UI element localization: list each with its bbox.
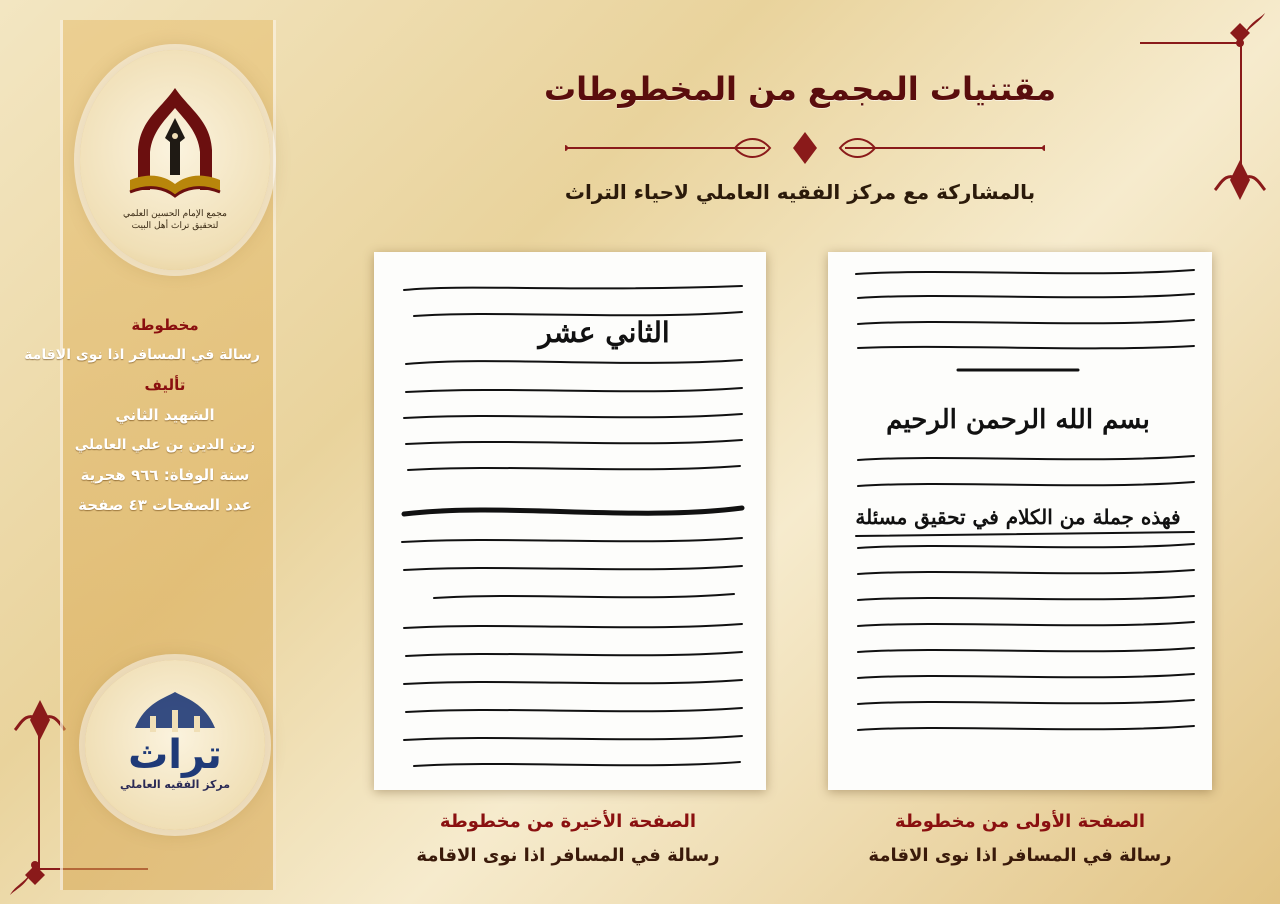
last-page-caption	[378, 805, 758, 873]
manuscript-info	[24, 310, 260, 520]
turath-word: تراث	[128, 732, 222, 778]
corner-ornament-top-right-icon	[1200, 8, 1270, 78]
first-page-basmala: بسم الله الرحمن الرحيم	[886, 405, 1150, 435]
last-page-caption-line2: رسالة في المسافر اذا نوى الاقامة	[416, 845, 720, 866]
first-page-caption-line2: رسالة في المسافر اذا نوى الاقامة	[868, 845, 1172, 866]
corner-ornament-right-icon	[1210, 150, 1280, 220]
first-page-caption	[830, 805, 1210, 873]
label-manuscript: مخطوطة	[131, 316, 199, 334]
author-name: زين الدين بن علي العاملي	[74, 437, 256, 453]
page-count: عدد الصفحات ٤٣ صفحة	[78, 496, 252, 514]
manuscript-title: رسالة في المسافر اذا نوى الاقامة	[24, 347, 260, 363]
bottom-logo-caption: مركز الفقيه العاملي	[119, 778, 231, 791]
page-subtitle: بالمشاركة مع مركز الفقيه العاملي لاحياء التراث	[564, 180, 1036, 204]
pen-book-logo-icon	[110, 80, 240, 210]
turath-logo-icon	[110, 688, 240, 778]
manuscript-last-page-image	[374, 252, 766, 790]
last-page-caption-line1: الصفحة الأخيرة من مخطوطة	[439, 811, 697, 832]
label-author: تأليف	[144, 376, 186, 394]
death-year: سنة الوفاة: ٩٦٦ هجرية	[80, 466, 250, 484]
ornamental-divider-icon	[565, 128, 1045, 168]
manuscript-last-page	[374, 252, 766, 790]
manuscript-first-page	[828, 252, 1212, 790]
last-page-heading: الثاني عشر	[538, 316, 670, 349]
first-page-heading: فهذه جملة من الكلام في تحقيق مسئلة	[855, 505, 1181, 529]
manuscript-first-page-image	[828, 252, 1212, 790]
first-page-caption-line1: الصفحة الأولى من مخطوطة	[894, 811, 1146, 832]
top-logo-caption: مجمع الإمام الحسين العلمي لتحقيق تراث أهل البيت	[123, 209, 227, 231]
page-title: مقتنيات المجمع من المخطوطات	[543, 70, 1057, 108]
author-title: الشهيد الثاني	[115, 406, 215, 424]
